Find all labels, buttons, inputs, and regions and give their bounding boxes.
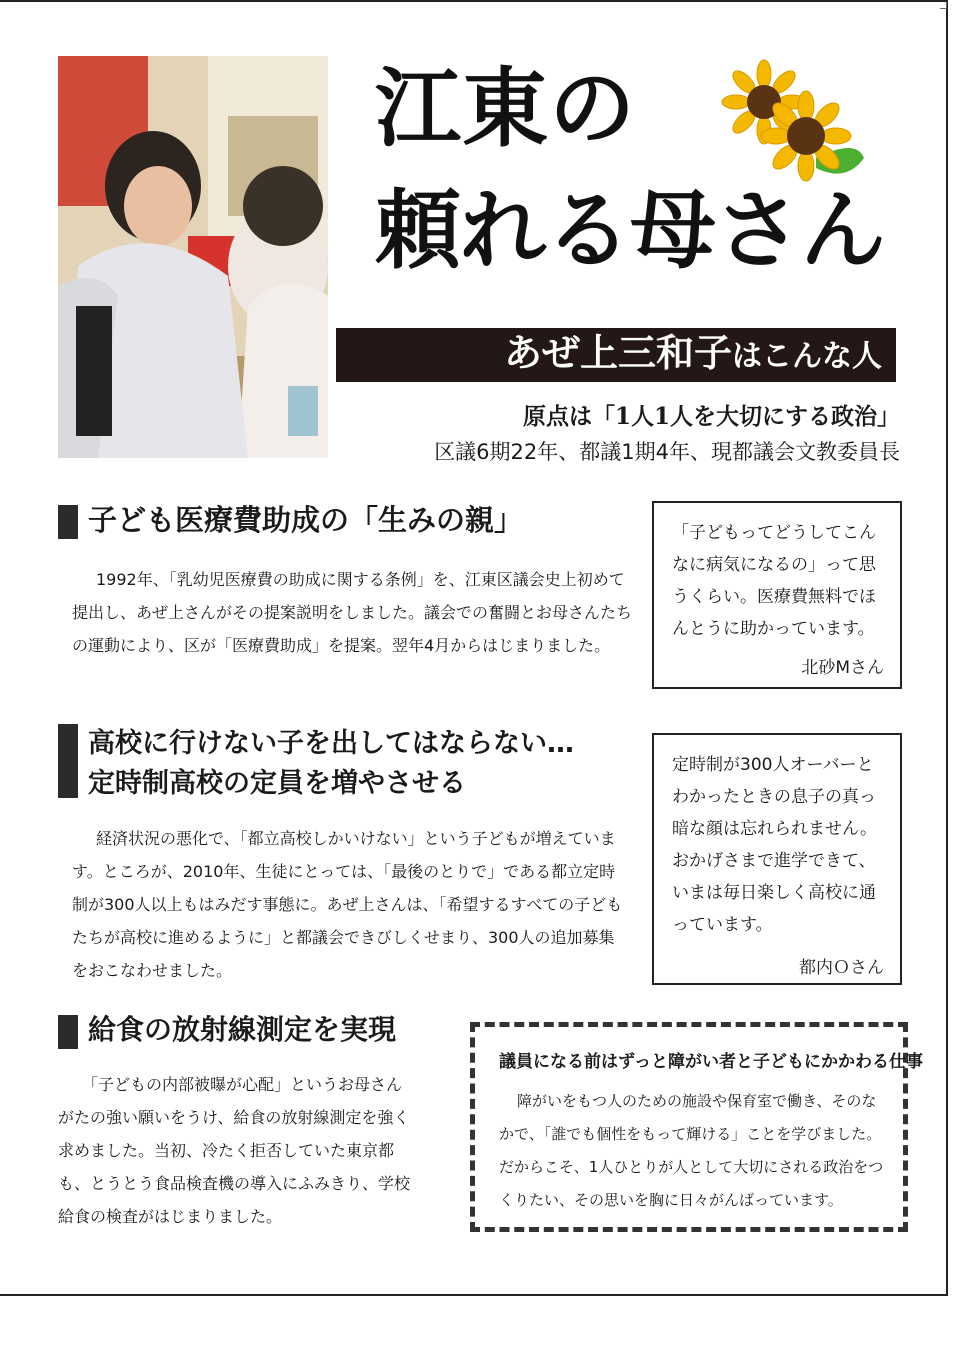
section2-quote: 定時制が300人オーバーとわかったときの息子の真っ暗な顔は忘れられません。おかげさまで進学できて、いまは毎日楽しく高校に通っています。 xyxy=(672,755,878,935)
headline-line2: 頼れる母さん xyxy=(375,181,885,281)
crop-mark xyxy=(940,2,947,9)
banner-suffix: はこんな人 xyxy=(732,339,882,374)
photo-illustration xyxy=(58,56,328,458)
section3-heading-text: 給食の放射線測定を実現 xyxy=(88,1013,397,1046)
section2-marker xyxy=(58,724,78,798)
section3-paragraph: 「子どもの内部被曝が心配」というお母さんがたの強い願いをうけ、給食の放射線測定を強く求めました。当初、冷たく拒否していた東京都も、とうとう食品検査機の導入にふみきり、学校給食の検査がはじまりました。 xyxy=(58,1075,411,1226)
page-border-bottom xyxy=(0,1294,948,1296)
section3-marker xyxy=(58,1015,78,1049)
headline-line1: 江東の xyxy=(375,59,636,159)
section2-paragraph: 経済状況の悪化で、「都立高校しかいけない」という子どもが増えています。ところが、2010年、生徒にとっては、「最後のとりで」である都立定時制が300人以上もはみだす事態に。あぜ上さんは、「希望するすべての子どもたちが高校に進めるように」と都議会できびしくせまり、300人の追加募集をおこなわせました。 xyxy=(72,829,623,980)
career-summary: 区議6期22年、都議1期4年、現都議会文教委員長 xyxy=(434,440,900,464)
career-box-title: 議員になる前はずっと障がい者と子どもにかかわる仕事 xyxy=(499,1052,923,1072)
section2-heading-line2: 定時制高校の定員を増やさせる xyxy=(88,768,466,799)
page-border-right xyxy=(946,0,948,1296)
section1-heading xyxy=(88,502,523,538)
section1-paragraph: 1992年、「乳幼児医療費の助成に関する条例」を、江東区議会史上初めて提出し、あぜ上さんがその提案説明をしました。議会での奮闘とお母さんたちの運動により、区が「医療費助成」を提案。翌年4月からはじまりました。 xyxy=(72,570,633,655)
origin-statement: 原点は「1人1人を大切にする政治」 xyxy=(522,403,900,430)
section1-heading-text: 子ども医療費助成の「生みの親」 xyxy=(88,503,524,537)
section1-marker xyxy=(58,505,78,539)
candidate-photo xyxy=(58,56,328,458)
career-box xyxy=(470,1022,923,1232)
section2-heading-line1: 高校に行けない子を出してはならない… xyxy=(88,728,574,759)
section3-body xyxy=(58,1068,410,1233)
section1-body xyxy=(72,563,634,662)
sunflower-icon xyxy=(706,58,866,188)
section1-quote-author: 北砂Mさん xyxy=(801,658,884,678)
name-banner xyxy=(336,328,896,382)
section2-quote-author: 都内Ｏさん xyxy=(799,958,884,978)
page-border-top xyxy=(0,0,948,2)
section2-quote-box xyxy=(652,733,902,985)
section2-heading xyxy=(88,724,574,804)
section3-heading xyxy=(88,1012,396,1047)
section1-quote: 「子どもってどうしてこんなに病気になるの」って思うくらい。医療費無料でほんとうに助かっています。 xyxy=(672,523,876,639)
career-box-body: 障がいをもつ人のための施設や保育室で働き、そのなかで、「誰でも個性をもって輝ける」ことを学びました。だからこそ、1人ひとりが人として大切にされる政治をつくりたい、その思いを胸に日々がんばっています。 xyxy=(499,1092,884,1209)
banner-text xyxy=(503,331,882,375)
section1-quote-box xyxy=(652,501,902,689)
candidate-name: あぜ上三和子 xyxy=(503,331,732,375)
section2-body xyxy=(72,822,626,987)
